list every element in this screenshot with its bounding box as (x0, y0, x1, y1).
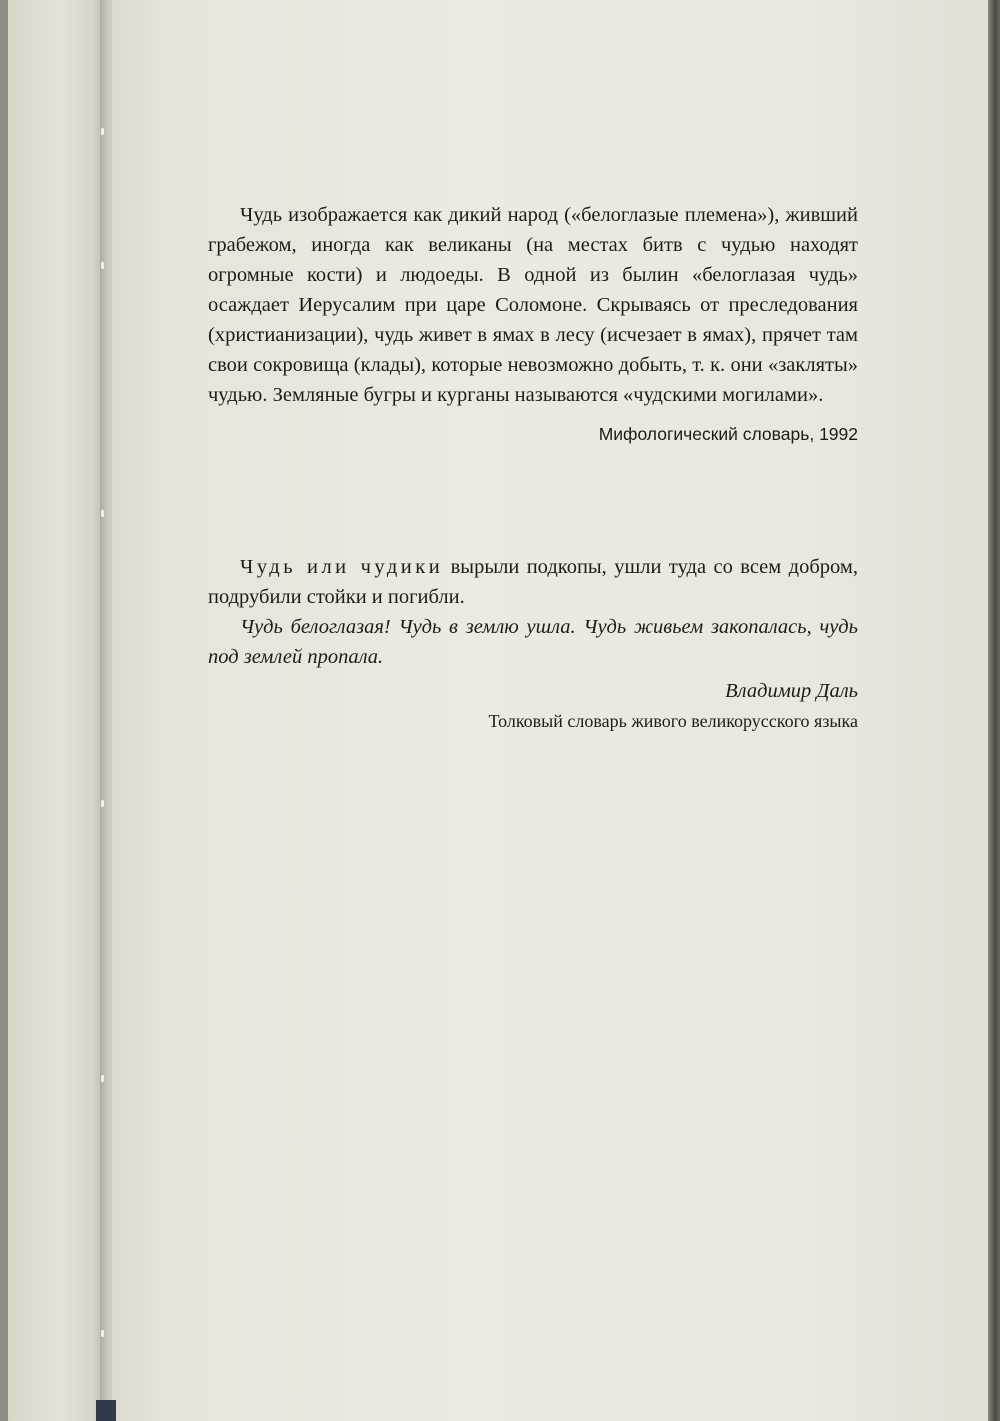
epigraph-1-source: Мифологический словарь, 1992 (598, 424, 858, 444)
previous-page (0, 0, 108, 1421)
epigraph-dal-dictionary (208, 552, 858, 736)
epigraph-mythological-dictionary (208, 200, 858, 448)
epigraph-2-spaced-words: Чудь или чудики (240, 556, 444, 578)
binding-stitch (101, 1075, 104, 1082)
epigraph-2-author: Владимир Даль (725, 680, 858, 702)
binding-stitch (101, 510, 104, 517)
epigraph-2-italic-text: Чудь белоглазая! Чудь в землю ушла. Чудь живьем закопалась, чудь под землей пропала. (208, 616, 858, 668)
binding-stitch (101, 800, 104, 807)
epigraph-2-text-rest: вырыли подкопы, ушли туда со всем добром, подрубили стойки и погибли. (208, 556, 858, 608)
binding-stitch (101, 262, 104, 269)
epigraph-2-source: Толковый словарь живого великорусского языка (488, 711, 858, 731)
book-cover-edge-left (0, 0, 8, 1421)
binding-stitch (101, 128, 104, 135)
book-cover-edge-right (988, 0, 1000, 1421)
epigraph-2-text (208, 552, 858, 612)
binding-corner (96, 1400, 116, 1421)
epigraph-1-text: Чудь изображается как дикий народ («белоглазые племена»), живший грабежом, иногда как великаны (на местах битв с чудью находят огромные кости) и людоеды. В одной из былин «белоглазая чудь» осаждает Иерусалим при царе Соломоне. Скрываясь от преследования (христианизации), чудь живет в ямах в лесу (исчезает в ямах), прячет там свои сокровища (клады), которые невозможно добыть, т. к. они «закляты» чудью. Земляные бугры и курганы называются «чудскими могилами». (208, 204, 858, 406)
binding-stitch (101, 1330, 104, 1337)
